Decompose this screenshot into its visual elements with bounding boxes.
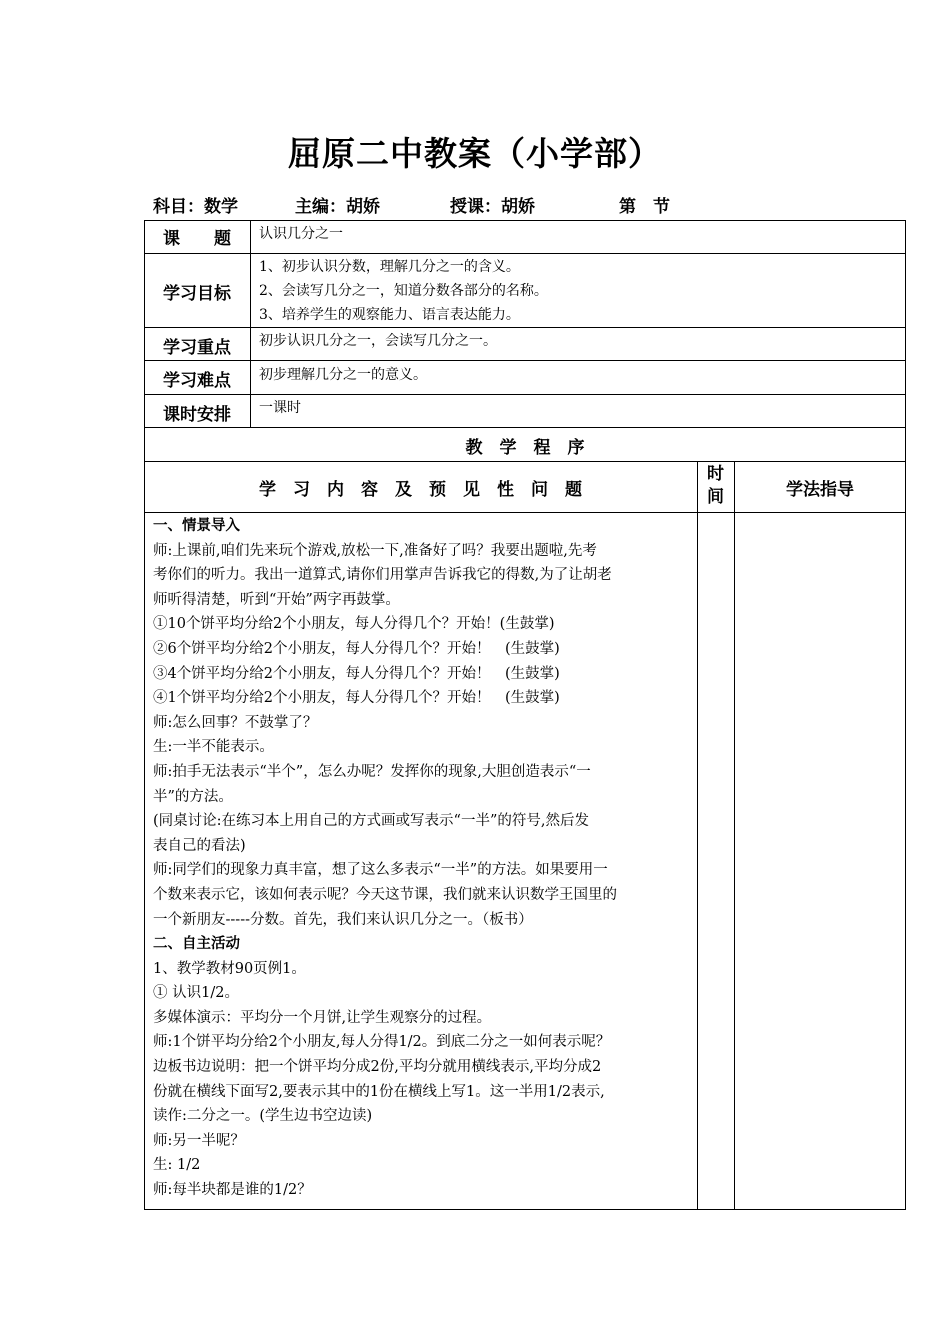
content-line: 1、教学教材90页例1。 — [153, 960, 306, 977]
content-line: 师:每半块都是谁的1/2？ — [153, 1182, 312, 1199]
topic-label: 课 题 — [163, 229, 231, 249]
editor-label: 主编：胡娇 — [295, 197, 380, 217]
time-column-divider — [734, 461, 735, 1210]
content-line: ① 认识1/2。 — [153, 985, 239, 1002]
goals-label: 学习目标 — [163, 284, 231, 304]
content-line: 师:另一半呢？ — [153, 1132, 245, 1149]
row-divider — [144, 253, 906, 254]
row-divider — [144, 461, 906, 462]
table-border-bottom — [144, 1209, 906, 1210]
label-column-divider — [250, 220, 251, 428]
table-border-top — [144, 220, 906, 221]
content-line: 份就在横线下面写2,要表示其中的1份在横线上写1。这一半用1/2表示, — [153, 1083, 605, 1100]
row-divider — [144, 394, 906, 395]
row-divider — [144, 427, 906, 428]
content-column-header: 学 习 内 容 及 预 见 性 问 题 — [259, 480, 582, 500]
goal-item: 3、培养学生的观察能力、语言表达能力。 — [259, 307, 520, 323]
content-line: ③4个饼平均分给2个小朋友，每人分得几个？开始！ (生鼓掌) — [153, 665, 560, 682]
content-line: ②6个饼平均分给2个小朋友，每人分得几个？开始！ (生鼓掌) — [153, 640, 560, 657]
time-column-header — [697, 463, 734, 509]
content-line: (同桌讨论:在练习本上用自己的方式画或写表示“一半”的符号,然后发 — [153, 813, 589, 830]
content-line: 半”的方法。 — [153, 788, 233, 805]
content-line: 师:拍手无法表示“半个”，怎么办呢？发挥你的现象,大胆创造表示“一 — [153, 763, 591, 780]
section-label: 第 节 — [619, 197, 670, 217]
content-line: 考你们的听力。我出一道算式,请你们用掌声告诉我它的得数,为了让胡老 — [153, 567, 612, 584]
row-divider — [144, 360, 906, 361]
topic-value: 认识几分之一 — [259, 226, 343, 242]
subject-label: 科目：数学 — [153, 197, 238, 217]
content-line: ④1个饼平均分给2个小朋友，每人分得几个？开始！ (生鼓掌) — [153, 690, 560, 707]
teacher-label: 授课：胡娇 — [450, 197, 535, 217]
difficulties-value: 初步理解几分之一的意义。 — [259, 367, 427, 383]
content-line: 一个新朋友-----分数。首先，我们来认识几分之一。（板书） — [153, 911, 533, 928]
content-line: 师:上课前,咱们先来玩个游戏,放松一下,准备好了吗？我要出题啦,先考 — [153, 542, 597, 559]
schedule-value: 一课时 — [259, 400, 301, 416]
schedule-label: 课时安排 — [163, 405, 231, 425]
procedure-title: 教 学 程 序 — [465, 438, 585, 458]
content-line: 个数来表示它，该如何表示呢？今天这节课，我们就来认识数学王国里的 — [153, 886, 617, 903]
time-header-line: 间 — [707, 487, 724, 507]
header-meta — [153, 192, 913, 216]
difficulties-label: 学习难点 — [163, 371, 231, 391]
content-line: ①10个饼平均分给2个小朋友，每人分得几个？开始！(生鼓掌) — [153, 616, 555, 633]
content-column-divider — [697, 461, 698, 1210]
goal-item: 1、初步认识分数，理解几分之一的含义。 — [259, 259, 520, 275]
section-heading: 一、情景导入 — [153, 518, 240, 534]
lesson-content — [153, 514, 693, 1203]
content-line: 生:一半不能表示。 — [153, 739, 274, 756]
content-line: 师:同学们的现象力真丰富，想了这么多表示“一半”的方法。如果要用一 — [153, 862, 608, 879]
goals-list — [259, 255, 548, 327]
lesson-plan-table — [144, 220, 906, 1210]
content-line: 边板书边说明：把一个饼平均分成2份,平均分就用横线表示,平均分成2 — [153, 1059, 602, 1076]
row-divider — [144, 327, 906, 328]
table-border-right — [905, 220, 906, 1210]
page-title: 屈原二中教案（小学部） — [288, 134, 662, 173]
time-header-line: 时 — [707, 464, 724, 484]
key-points-value: 初步认识几分之一，会读写几分之一。 — [259, 333, 497, 349]
row-divider — [144, 512, 906, 513]
goal-item: 2、会读写几分之一，知道分数各部分的名称。 — [259, 283, 548, 299]
content-line: 师:1个饼平均分给2个小朋友,每人分得1/2。到底二分之一如何表示呢？ — [153, 1034, 611, 1051]
key-points-label: 学习重点 — [163, 338, 231, 358]
content-line: 师:怎么回事？不鼓掌了？ — [153, 714, 318, 731]
content-line: 生: 1/2 — [153, 1157, 201, 1174]
section-heading: 二、自主活动 — [153, 936, 240, 953]
content-line: 师听得清楚，听到“开始”两字再鼓掌。 — [153, 591, 400, 608]
content-line: 表自己的看法) — [153, 837, 246, 854]
content-line: 读作:二分之一。(学生边书空边读) — [153, 1108, 373, 1125]
content-line: 多媒体演示：平均分一个月饼,让学生观察分的过程。 — [153, 1009, 492, 1026]
method-column-header: 学法指导 — [786, 480, 854, 500]
